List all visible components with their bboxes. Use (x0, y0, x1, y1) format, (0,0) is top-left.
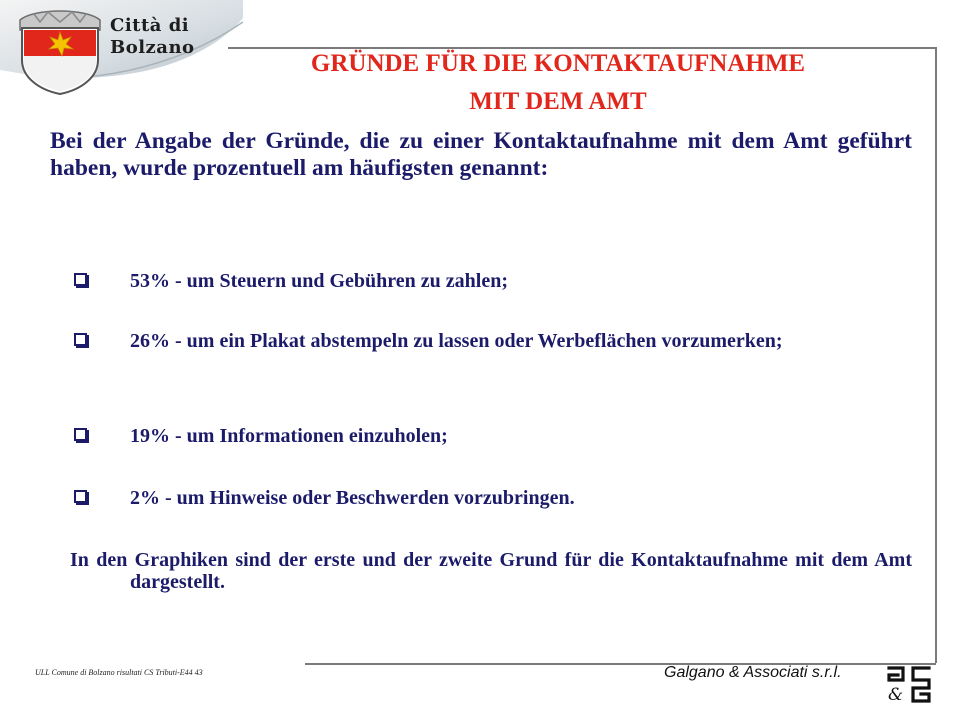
checkbox-bullet-icon (74, 273, 87, 286)
title-line-2: MIT DEM AMT (469, 88, 647, 115)
title-line-1: GRÜNDE FÜR DIE KONTAKTAUFNAHME (310, 50, 806, 77)
intro-paragraph: Bei der Angabe der Gründe, die zu einer Kontaktaufnahme mit dem Amt geführt haben, wurde prozentuell am häufigsten genannt: (50, 128, 912, 181)
list-item-text: 19% - um Informationen einzuholen; (130, 425, 448, 447)
list-item (70, 425, 912, 447)
logo-line-2: Bolzano (110, 37, 195, 58)
list-item (70, 270, 912, 292)
checkbox-bullet-icon (74, 490, 87, 503)
footer-source-note: ULL Comune di Bolzano risultati CS Tributi-E44 43 (35, 668, 203, 677)
footer-company-name: Galgano & Associati s.r.l. (664, 664, 842, 681)
list-item-text: 2% - um Hinweise oder Beschwerden vorzubringen. (130, 487, 575, 509)
city-shield-logo (14, 8, 106, 96)
list-item-text: 26% - um ein Plakat abstempeln zu lassen oder Werbeflächen vorzumerken; (130, 330, 783, 352)
frame-right-line (935, 47, 937, 663)
checkbox-bullet-icon (74, 333, 87, 346)
closing-paragraph: In den Graphiken sind der erste und der zweite Grund für die Kontaktaufnahme mit dem Amt dargestellt. (70, 549, 912, 593)
svg-text:&: & (888, 685, 904, 704)
logo-line-1: Città di (110, 15, 190, 36)
checkbox-bullet-icon (74, 428, 87, 441)
list-item-text: 53% - um Steuern und Gebühren zu zahlen; (130, 270, 509, 292)
company-monogram-icon (886, 664, 932, 704)
list-item (70, 330, 912, 352)
page-title (228, 45, 888, 121)
city-name-logo-text (110, 15, 195, 59)
list-item (70, 487, 912, 509)
